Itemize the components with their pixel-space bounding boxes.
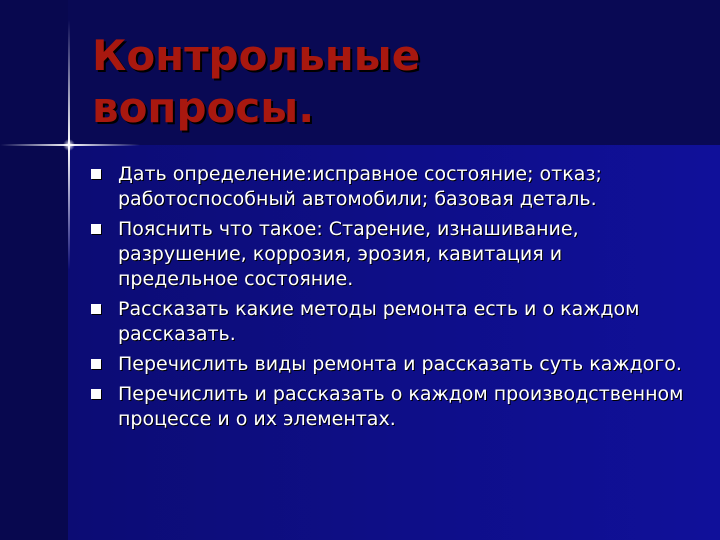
slide-title — [92, 30, 692, 134]
bullet-text: Перечислить и рассказать о каждом производственном процессе и о их элементах. — [118, 383, 684, 430]
square-bullet-icon — [91, 389, 101, 399]
bullet-item — [88, 217, 688, 292]
square-bullet-icon — [91, 359, 101, 369]
bullet-text: Перечислить виды ремонта и рассказать суть каждого. — [118, 353, 682, 375]
slide-title-line-1: Контрольные — [92, 31, 421, 80]
bullet-item — [88, 382, 688, 432]
bullet-text: Пояснить что такое: Старение, изнашивание, разрушение, коррозия, эрозия, кавитация и предельное состояние. — [118, 218, 579, 290]
square-bullet-icon — [91, 224, 101, 234]
bullet-item — [88, 297, 688, 347]
bullet-list — [88, 162, 688, 437]
bullet-text: Рассказать какие методы ремонта есть и о каждом рассказать. — [118, 298, 640, 345]
bullet-item — [88, 162, 688, 212]
bullet-item — [88, 352, 688, 377]
bullet-text: Дать определение:исправное состояние; отказ; работоспособный автомобили; базовая деталь. — [118, 163, 602, 210]
slide-title-line-2: вопросы. — [92, 83, 315, 132]
square-bullet-icon — [91, 304, 101, 314]
square-bullet-icon — [91, 169, 101, 179]
